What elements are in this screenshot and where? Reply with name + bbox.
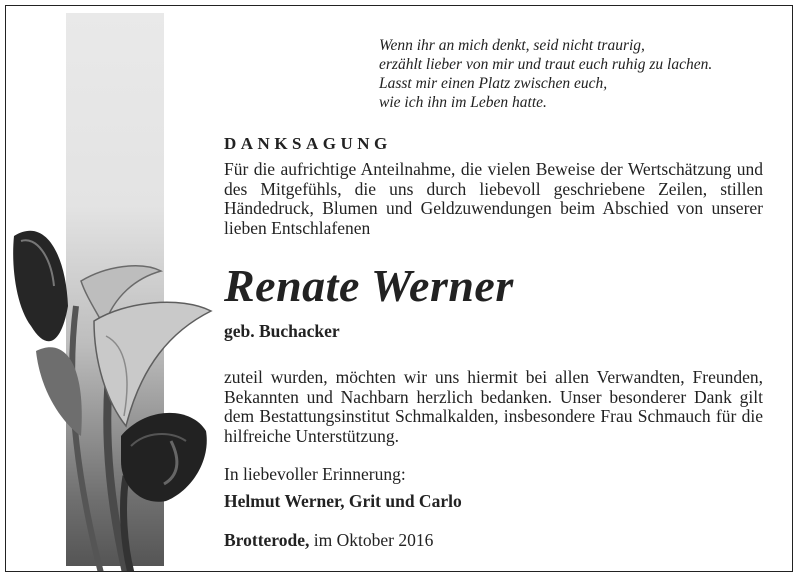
poem-line: Lasst mir einen Platz zwischen euch,	[379, 75, 608, 92]
calla-lily-illustration	[6, 6, 226, 572]
heading-danksagung: DANKSAGUNG	[224, 134, 392, 153]
family-names: Helmut Werner, Grit und Carlo	[224, 491, 462, 511]
place: Brotterode,	[224, 530, 310, 550]
poem-line: Wenn ihr an mich denkt, seid nicht traurig,	[379, 37, 645, 54]
date: im Oktober 2016	[309, 530, 434, 550]
poem-line: erzählt lieber von mir und traut euch ruhig zu lachen.	[379, 56, 713, 73]
maiden-name: geb. Buchacker	[224, 321, 340, 341]
poem	[379, 36, 712, 112]
lily-stem	[124, 476, 131, 572]
poem-line: wie ich ihn im Leben hatte.	[379, 94, 547, 111]
thanks-paragraph-intro: Für die aufrichtige Anteilnahme, die vielen Beweise der Wertschätzung und des Mitgefühls, die uns durch liebevoll geschriebene Zeilen, stillen Händedruck, Blumen und Geldzuwendungen beim Abschied von unserer lieben Entschlafenen	[224, 159, 763, 238]
place-date-line	[224, 530, 433, 551]
white-lily-flower	[94, 302, 211, 426]
thanks-paragraph-closing: zuteil wurden, möchten wir uns hiermit bei allen Verwandten, Freunden, Bekannten und Nachbarn herzlich bedanken. Unser besonderer Dank gilt dem Bestattungsinstitut Schmalkalden, insbesondere Frau Schmauch für die hilfreiche Unterstützung.	[224, 367, 763, 446]
obituary-card	[5, 5, 793, 572]
dark-lily-flower	[121, 413, 207, 502]
memory-line: In liebevoller Erinnerung:	[224, 464, 406, 484]
deceased-name: Renate Werner	[224, 260, 514, 311]
